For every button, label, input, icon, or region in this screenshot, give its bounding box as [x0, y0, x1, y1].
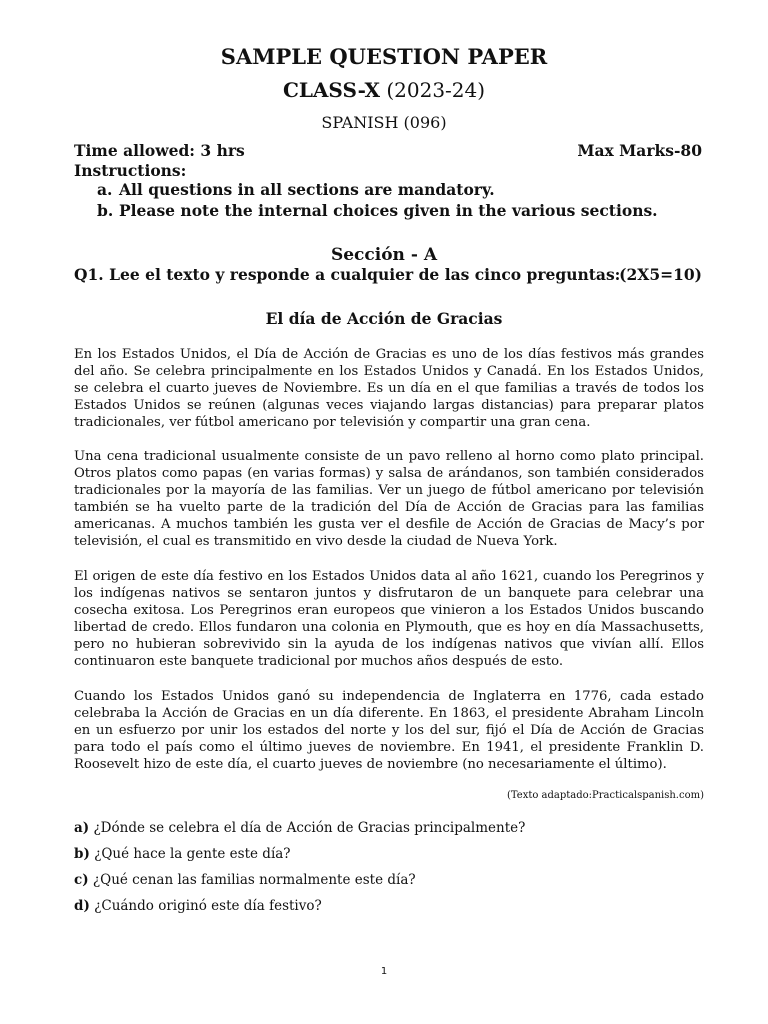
class-line — [0, 78, 768, 102]
instruction-item — [97, 180, 658, 201]
page-number: 1 — [380, 966, 388, 977]
class-year: (2023-24) — [386, 78, 486, 102]
question-label: d) — [74, 898, 90, 914]
question-list — [74, 820, 525, 924]
question-text: ¿Qué hace la gente este día? — [94, 846, 291, 862]
max-marks: Max Marks-80 — [577, 141, 702, 160]
question-1-heading — [74, 265, 702, 284]
class-label: CLASS-X — [282, 78, 380, 102]
question-item — [74, 820, 525, 846]
reading-source: (Texto adaptado:Practicalspanish.com) — [506, 790, 704, 801]
section-title: Sección - A — [330, 245, 438, 265]
question-text: ¿Cuándo originó este día festivo? — [94, 898, 322, 914]
question-1-text: Q1. Lee el texto y responde a cualquier de las cinco preguntas: — [74, 265, 621, 284]
instructions-label: Instructions: — [74, 161, 187, 180]
question-label: c) — [74, 872, 89, 888]
paper-title: SAMPLE QUESTION PAPER — [220, 44, 548, 69]
question-item — [74, 898, 525, 924]
reading-paragraph: Cuando los Estados Unidos ganó su independencia de Inglaterra en 1776, cada estado celebraba la Acción de Gracias en un día diferente. En 1863, el presidente Abraham Lincoln en un esfuerzo por unir los estados del norte y los del sur, fijó el Día de Acción de Gracias para todo el país como el último jueves de noviembre. En 1941, el presidente Franklin D. Roosevelt hizo de este día, el cuarto jueves de noviembre (no necesariamente el último). — [74, 689, 704, 772]
question-1-marks: (2X5=10) — [619, 265, 702, 284]
reading-title: El día de Acción de Gracias — [265, 309, 503, 328]
instruction-letter: a. — [97, 180, 113, 199]
instruction-text: Please note the internal choices given in the various sections. — [119, 201, 658, 220]
question-item — [74, 872, 525, 898]
question-text: ¿Qué cenan las familias normalmente este día? — [92, 872, 416, 888]
question-text: ¿Dónde se celebra el día de Acción de Gracias principalmente? — [93, 820, 526, 836]
question-item — [74, 846, 525, 872]
instruction-text: All questions in all sections are mandatory. — [119, 180, 495, 199]
reading-paragraph: Una cena tradicional usualmente consiste de un pavo relleno al horno como plato principal. Otros platos como papas (en varias formas) y salsa de arándanos, son también considerados tradicionales por la mayoría de las familias. Ver un juego de fútbol americano por televisión también se ha vuelto parte de la tradición del Día de Acción de Gracias para las familias americanas. A muchos también les gusta ver el desfile de Acción de Gracias de Macy’s por televisión, el cual es transmitido en vivo desde la ciudad de Nueva York. — [74, 449, 704, 549]
instructions-list — [97, 180, 658, 222]
reading-paragraph: El origen de este día festivo en los Estados Unidos data al año 1621, cuando los Peregrinos y los indígenas nativos se sentaron juntos y disfrutaron de un banquete para celebrar una cosecha exitosa. Los Peregrinos eran europeos que vinieron a los Estados Unidos buscando libertad de credo. Ellos fundaron una colonia en Plymouth, que es hoy en día Massachusetts, pero no hubieran sobrevivido sin la ayuda de los indígenas nativos que vivían allí. Ellos continuaron este banquete tradicional por muchos años después de esto. — [74, 569, 704, 669]
question-label: a) — [74, 820, 90, 836]
reading-paragraph: En los Estados Unidos, el Día de Acción de Gracias es uno de los días festivos más grandes del año. Se celebra principalmente en los Estados Unidos y Canadá. En los Estados Unidos, se celebra el cuarto jueves de Noviembre. Es un día en el que familias a través de todos los Estados Unidos se reúnen (algunas veces viajando largas distancias) para preparar platos tradicionales, ver fútbol americano por televisión y compartir una gran cena. — [74, 347, 704, 430]
time-allowed: Time allowed: 3 hrs — [74, 141, 245, 160]
question-label: b) — [74, 846, 90, 862]
meta-row — [74, 141, 702, 160]
subject-line: SPANISH (096) — [321, 113, 447, 132]
instruction-item — [97, 201, 658, 222]
instruction-letter: b. — [97, 201, 114, 220]
